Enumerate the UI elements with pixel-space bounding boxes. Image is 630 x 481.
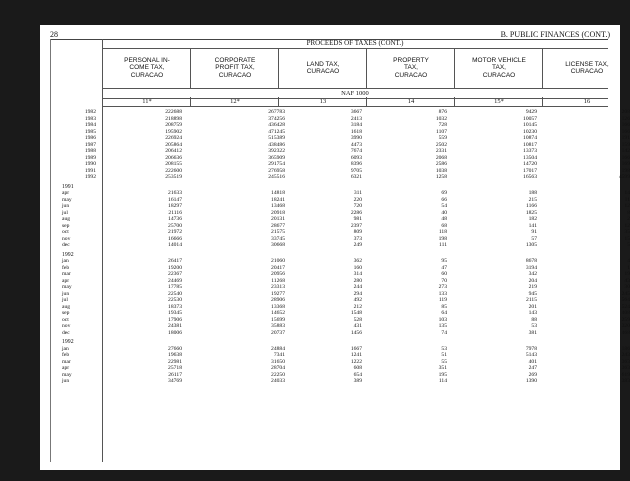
table-cell: 160 (353, 264, 362, 271)
row-label: oct (62, 229, 69, 235)
table-cell: 492 (353, 297, 362, 303)
table-cell: 51 (441, 352, 447, 358)
row-label: may (62, 371, 72, 378)
table-cell: 1390 (525, 378, 537, 384)
table-cell: 222600 (165, 167, 182, 174)
table-cell: 5 (627, 242, 630, 248)
table-cell: 69 (441, 190, 447, 196)
table-cell: 205864 (165, 141, 182, 148)
table-cell: 436428 (268, 122, 285, 128)
table-cell: 1222 (350, 358, 362, 365)
row-label: aug (62, 216, 71, 222)
row-label: 1984 (84, 122, 96, 128)
table-cell: 559 (438, 135, 447, 141)
table-cell: 88 (531, 316, 537, 323)
table-cell: 212 (353, 303, 362, 310)
column-number: 12* (190, 97, 279, 106)
table-cell: 10874 (523, 135, 537, 141)
row-label: feb (62, 352, 70, 358)
table-cell: 1305 (525, 242, 537, 248)
table-cell: 408 (621, 310, 630, 316)
table-cell: 528 (353, 316, 362, 323)
table-cell: 35 (624, 229, 630, 235)
column-headers (102, 48, 608, 88)
table-cell: 28906 (271, 297, 285, 303)
table-cell: 57 (531, 235, 537, 242)
table-cell: 259 (621, 316, 630, 323)
table-cell: 21575 (271, 229, 285, 235)
table-cell: 206636 (165, 154, 182, 161)
table-cell: 74 (441, 329, 447, 336)
table-cell: 60 (441, 271, 447, 277)
table-cell: 23313 (271, 284, 285, 290)
table-cell: 15699 (271, 316, 285, 323)
table-cell: 18006 (168, 329, 182, 336)
table-cell: 809 (353, 229, 362, 235)
row-label: jan (62, 345, 69, 352)
table-cell: 4599 (618, 174, 630, 180)
document-page (40, 25, 630, 470)
table-cell: 253519 (165, 174, 182, 180)
row-label: dec (62, 242, 70, 248)
table-cell: 1038 (435, 167, 447, 174)
table-cell: 22367 (168, 271, 182, 277)
table-cell: 2413 (350, 115, 362, 122)
table-cell: 17785 (168, 284, 182, 290)
table-cell: 362 (353, 258, 362, 264)
table-cell: 438486 (268, 141, 285, 148)
row-label: 1990 (84, 161, 96, 167)
table-cell: 43 (624, 277, 630, 284)
table-cell: 243 (621, 352, 630, 358)
table-cell: 27660 (168, 345, 182, 352)
table-cell: 26117 (168, 371, 182, 378)
row-label: 1989 (84, 154, 96, 161)
table-cell: 13468 (271, 203, 285, 209)
table-cell: 3667 (350, 109, 362, 115)
table-cell: 91 (531, 229, 537, 235)
table-cell: 363 (621, 365, 630, 371)
table-cell: 471245 (268, 128, 285, 135)
table-cell: 6321 (350, 174, 362, 180)
table-cell: 55 (441, 358, 447, 365)
column-header: LAND TAX, CURACAO (278, 48, 367, 88)
table-cell: 206412 (165, 148, 182, 154)
table-cell: 13368 (271, 303, 285, 310)
row-label: jul (62, 297, 68, 303)
table-cell: 103 (438, 316, 447, 323)
table-cell: 291754 (268, 161, 285, 167)
table-cell: 195 (438, 371, 447, 378)
column-header: MOTOR VEHICLE TAX, CURACAO (454, 48, 543, 88)
table-cell: 10145 (523, 122, 537, 128)
table-cell: 18241 (271, 196, 285, 203)
table-cell: 2397 (350, 222, 362, 229)
table-cell: 8678 (525, 258, 537, 264)
table-cell: 249 (353, 242, 362, 248)
table-cell: 30668 (271, 242, 285, 248)
super-header: PROCEEDS OF TAXES (CONT.) (102, 39, 608, 49)
table-cell: 244 (353, 284, 362, 290)
table-cell: 8 (627, 209, 630, 216)
table-cell: 204 (528, 277, 537, 284)
row-label: 1982 (84, 109, 96, 115)
table-cell: 320 (621, 323, 630, 329)
row-label: 1985 (84, 128, 96, 135)
table-cell: 945 (528, 290, 537, 297)
table-cell: 389 (353, 378, 362, 384)
row-label: jan (62, 258, 69, 264)
table-cell: 188 (528, 190, 537, 196)
table-cell: 564 (621, 297, 630, 303)
table-cell: 7674 (350, 148, 362, 154)
table-cell: 68 (441, 222, 447, 229)
row-label: apr (62, 190, 70, 196)
row-label: 1987 (84, 141, 96, 148)
table-cell: 245 (621, 290, 630, 297)
table-cell: 19200 (168, 264, 182, 271)
column-numbers (102, 97, 608, 107)
table-cell: 220 (353, 196, 362, 203)
table-cell: 166 (621, 122, 630, 128)
table-cell: 1825 (525, 209, 537, 216)
table-cell: 381 (528, 329, 537, 336)
column-header: CORPORATE PROFIT TAX, CURACAO (190, 48, 279, 88)
table-cell: 21060 (271, 258, 285, 264)
table-cell: 431 (353, 323, 362, 329)
table-cell: 48 (441, 216, 447, 222)
table-cell: 182 (528, 216, 537, 222)
table-cell: 30 (624, 284, 630, 290)
group-year-label: 1992 (62, 339, 74, 345)
table-cell: 273 (438, 284, 447, 290)
table-cell: 16147 (168, 196, 182, 203)
table-cell: 9705 (350, 167, 362, 174)
table-cell: 383 (621, 378, 630, 384)
row-label: jul (62, 209, 68, 216)
table-cell: 64 (441, 310, 447, 316)
table-row (50, 378, 630, 385)
table-cell: 16666 (168, 235, 182, 242)
tax-table (50, 39, 630, 462)
table-cell: 195902 (165, 128, 182, 135)
table-cell: 247 (528, 365, 537, 371)
table-cell: 21116 (168, 209, 182, 216)
table-cell: 166 (621, 128, 630, 135)
table-cell: 4473 (350, 141, 362, 148)
table-cell: 16563 (523, 174, 537, 180)
table-row (50, 174, 630, 181)
row-label: sep (62, 310, 70, 316)
table-cell: 8396 (350, 161, 362, 167)
table-cell: 114 (438, 378, 447, 384)
row-label: nov (62, 323, 71, 329)
unit-label: NAF 1000 (102, 88, 608, 99)
table-cell: 26417 (168, 258, 182, 264)
table-cell: 14736 (168, 216, 182, 222)
table-cell: 24469 (168, 277, 182, 284)
table-cell: 31650 (271, 358, 285, 365)
table-cell: 2502 (435, 141, 447, 148)
table-cell: 280 (353, 277, 362, 284)
row-label: jun (62, 290, 70, 297)
table-cell: 143 (528, 310, 537, 316)
table-cell: 1032 (435, 115, 447, 122)
table-cell: 14 (624, 190, 630, 196)
row-label: apr (62, 277, 70, 284)
table-cell: 70 (441, 277, 447, 284)
table-cell: 13373 (523, 148, 537, 154)
table-cell: 186 (621, 345, 630, 352)
table-cell: 12 (624, 203, 630, 209)
table-cell: 7341 (273, 352, 285, 358)
table-cell: 515389 (268, 135, 285, 141)
table-cell: 53 (531, 323, 537, 329)
table-cell: 1456 (350, 329, 362, 336)
table-cell: 169 (621, 161, 630, 167)
table-cell: 111 (439, 242, 447, 248)
table-cell: 53 (441, 345, 447, 352)
table-cell: 245516 (268, 174, 285, 180)
table-cell: 363 (621, 358, 630, 365)
table-cell: 14720 (523, 161, 537, 167)
table-cell: 876 (438, 109, 447, 115)
table-cell: 392322 (268, 148, 285, 154)
table-cell: 22530 (168, 297, 182, 303)
table-cell: 19 (624, 271, 630, 277)
table-cell: 608 (353, 365, 362, 371)
row-label: aug (62, 303, 71, 310)
table-cell: 3184 (350, 122, 362, 128)
table-cell: 720 (353, 203, 362, 209)
table-cell: 1258 (435, 174, 447, 180)
row-label: 1988 (84, 148, 96, 154)
table-cell: 619 (621, 371, 630, 378)
table-cell: 14818 (271, 190, 285, 196)
table-cell: 166 (621, 154, 630, 161)
row-label: nov (62, 235, 71, 242)
table-cell: 1166 (526, 203, 537, 209)
table-cell: 9429 (525, 109, 537, 115)
table-cell: 118 (438, 229, 447, 235)
table-cell: 468 (621, 329, 630, 336)
table-cell: 401 (528, 358, 537, 365)
table-cell: 20737 (271, 329, 285, 336)
column-number: 14 (366, 97, 455, 106)
table-cell: 15 (624, 235, 630, 242)
table-cell: 269 (528, 371, 537, 378)
table-cell: 1548 (350, 310, 362, 316)
table-cell: 191 (621, 135, 630, 141)
table-cell: 33745 (271, 235, 285, 242)
table-cell: 24884 (271, 345, 285, 352)
table-cell: 25700 (168, 222, 182, 229)
table-cell: 47 (441, 264, 447, 271)
table-cell: 2586 (435, 161, 447, 167)
group-year-label: 1992 (62, 251, 74, 258)
table-cell: 198 (621, 167, 630, 174)
row-label: 1983 (84, 115, 96, 122)
row-label: dec (62, 329, 70, 336)
table-cell: 208759 (165, 122, 182, 128)
table-cell: 311 (353, 190, 362, 196)
table-cell: 5143 (525, 352, 537, 358)
table-cell: 119 (438, 297, 447, 303)
row-label: may (62, 284, 72, 290)
table-cell: 21633 (168, 190, 182, 196)
column-header: LICENSE TAX, CURACAO (542, 48, 630, 88)
table-cell: 314 (353, 271, 362, 277)
table-cell: 18297 (168, 203, 182, 209)
table-cell: 728 (438, 122, 447, 128)
table-cell: 24381 (168, 323, 182, 329)
row-label: mar (62, 358, 71, 365)
table-cell: 215 (528, 196, 537, 203)
table-cell: 2115 (526, 297, 537, 303)
row-label: sep (62, 222, 70, 229)
table-cell: 25718 (168, 365, 182, 371)
table-cell: 17906 (168, 316, 182, 323)
table-cell: 218898 (165, 115, 182, 122)
table-cell: 208155 (165, 161, 182, 167)
table-cell: 10057 (523, 115, 537, 122)
row-label: may (62, 196, 72, 203)
table-cell: 20918 (271, 209, 285, 216)
table-cell: 20956 (271, 271, 285, 277)
table-row (50, 329, 630, 337)
table-cell: 54 (441, 203, 447, 209)
table-body (50, 109, 630, 462)
table-cell: 135 (438, 323, 447, 329)
table-cell: 3990 (350, 135, 362, 141)
table-cell: 19277 (271, 290, 285, 297)
table-cell: 141 (528, 222, 537, 229)
section-title: B. PUBLIC FINANCES (CONT.) (500, 30, 610, 39)
table-cell: 365909 (268, 154, 285, 161)
table-cell: 34769 (168, 378, 182, 384)
table-cell: 2068 (435, 154, 447, 161)
table-cell: 2331 (435, 148, 447, 154)
column-number: 13 (278, 97, 367, 106)
table-cell: 373 (353, 235, 362, 242)
table-cell: 374256 (268, 115, 285, 122)
table-cell: 28677 (271, 222, 285, 229)
table-cell: 1618 (350, 128, 362, 135)
table-cell: 226924 (165, 135, 182, 141)
table-cell: 351 (438, 365, 447, 371)
table-cell: 12 (624, 222, 630, 229)
table-cell: 267783 (268, 109, 285, 115)
group-year-label: 1991 (62, 183, 74, 190)
table-cell: 10230 (523, 128, 537, 135)
row-label: feb (62, 264, 70, 271)
row-label: 1992 (84, 174, 96, 180)
column-number: 15* (454, 97, 543, 106)
table-cell: 19638 (168, 352, 182, 358)
row-label: jun (62, 203, 70, 209)
page-number: 28 (50, 30, 58, 39)
table-cell: 14652 (271, 310, 285, 316)
table-cell: 1 (627, 264, 630, 271)
table-cell: 208 (621, 109, 630, 115)
table-cell: 28704 (271, 365, 285, 371)
table-cell: 6093 (350, 154, 362, 161)
table-cell: 11268 (271, 277, 285, 284)
table-cell: 21972 (168, 229, 182, 235)
column-header: PERSONAL IN- COME TAX, CURACAO (102, 48, 191, 88)
table-cell: 14014 (168, 242, 182, 248)
table-cell: 342 (528, 271, 537, 277)
table-cell: 981 (353, 216, 362, 222)
table-cell: 524 (621, 303, 630, 310)
table-cell: 20131 (271, 216, 285, 222)
column-number: 16 (542, 97, 630, 106)
table-cell: 24033 (271, 378, 285, 384)
table-cell: 10817 (523, 141, 537, 148)
table-cell: 159 (621, 141, 630, 148)
table-cell: 22981 (168, 358, 182, 365)
table-cell: 276958 (268, 167, 285, 174)
table-cell: 22540 (168, 290, 182, 297)
table-cell: 40 (441, 209, 447, 216)
table-cell: 7978 (525, 345, 537, 352)
table-cell: 95 (441, 258, 447, 264)
table-cell: 13504 (523, 154, 537, 161)
table-cell: 11 (624, 196, 630, 203)
row-label: 1986 (84, 135, 96, 141)
table-cell: 198 (438, 235, 447, 242)
table-cell: 3194 (525, 264, 537, 271)
table-cell: 126 (621, 115, 630, 122)
table-cell: 19345 (168, 310, 182, 316)
row-label: oct (62, 316, 69, 323)
row-label: apr (62, 365, 70, 371)
table-cell: 22250 (271, 371, 285, 378)
table-cell: 133 (438, 290, 447, 297)
table-cell: 2 (627, 216, 630, 222)
table-cell: 654 (353, 371, 362, 378)
table-cell: 66 (441, 196, 447, 203)
table-cell: 85 (441, 303, 447, 310)
table-cell: 35883 (271, 323, 285, 329)
table-cell: 294 (353, 290, 362, 297)
table-cell: 4 (627, 258, 630, 264)
table-cell: 1667 (350, 345, 362, 352)
table-row (50, 242, 630, 249)
column-number: 11* (102, 97, 191, 106)
table-cell: 1107 (436, 128, 447, 135)
row-label: mar (62, 271, 71, 277)
row-label: 1991 (84, 167, 96, 174)
column-header: PROPERTY TAX, CURACAO (366, 48, 455, 88)
table-cell: 219 (528, 284, 537, 290)
table-cell: 18373 (168, 303, 182, 310)
row-label: jun (62, 378, 70, 384)
table-cell: 1241 (350, 352, 362, 358)
table-cell: 222688 (165, 109, 182, 115)
table-cell: 20417 (271, 264, 285, 271)
table-cell: 201 (528, 303, 537, 310)
table-cell: 142 (621, 148, 630, 154)
table-cell: 17017 (523, 167, 537, 174)
table-cell: 2286 (350, 209, 362, 216)
